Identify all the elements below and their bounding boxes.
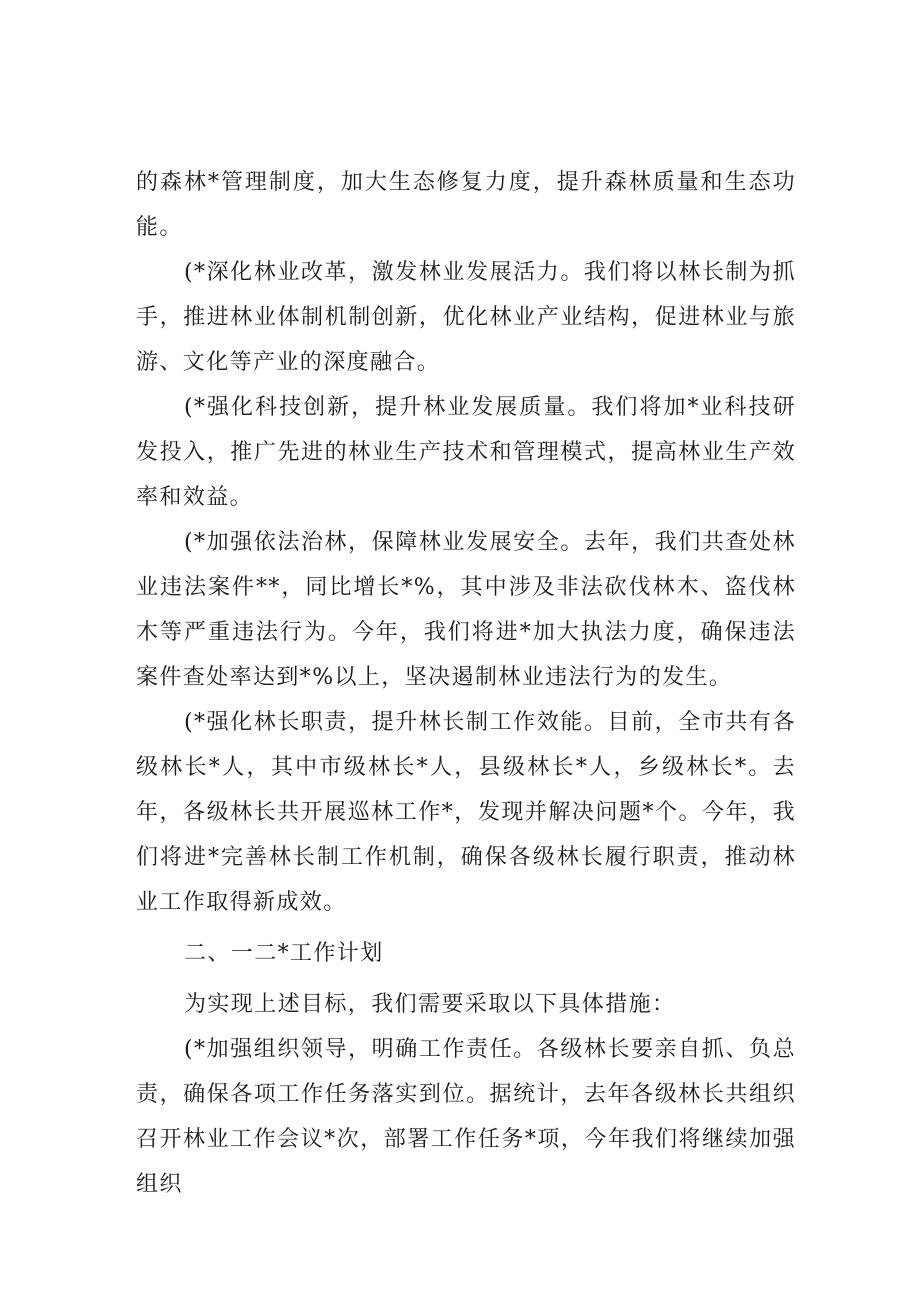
paragraph-tech-innovation: (*强化科技创新，提升林业发展质量。我们将加*业科技研发投入，推广先进的林业生产技术和管理模式，提高林业生产效率和效益。 [136,395,796,510]
document-body [136,160,796,1207]
paragraph-organizational-leadership: (*加强组织领导，明确工作责任。各级林长要亲自抓、负总责，确保各项工作任务落实到位。据统计，去年各级林长共组织召开林业工作会议*次，部署工作任务*项，今年我们将继续加强组织 [136,1037,796,1197]
section-heading-work-plan: 二、一二*工作计划 [184,941,384,966]
paragraph-measures-intro: 为实现上述目标，我们需要采取以下具体措施： [184,992,676,1017]
paragraph-law-enforcement: (*加强依法治林，保障林业发展安全。去年，我们共查处林业违法案件**，同比增长*%，其中涉及非法砍伐林木、盗伐林木等严重违法行为。今年，我们将进*加大执法力度，确保违法案件查处率达到*%以上，坚决遏制林业违法行为的发生。 [136,530,796,690]
paragraph-forest-chief-duties: (*强化林长职责，提升林长制工作效能。目前，全市共有各级林长*人，其中市级林长*人，县级林长*人，乡级林长*。去年，各级林长共开展巡林工作*，发现并解决问题*个。今年，我们将进*完善林长制工作机制，确保各级林长履行职责，推动林业工作取得新成效。 [136,710,796,915]
paragraph-forestry-reform: (*深化林业改革，激发林业发展活力。我们将以林长制为抓手，推进林业体制机制创新，优化林业产业结构，促进林业与旅游、文化等产业的深度融合。 [136,260,796,375]
paragraph-continuation: 的森林*管理制度，加大生态修复力度，提升森林质量和生态功能。 [136,170,796,240]
